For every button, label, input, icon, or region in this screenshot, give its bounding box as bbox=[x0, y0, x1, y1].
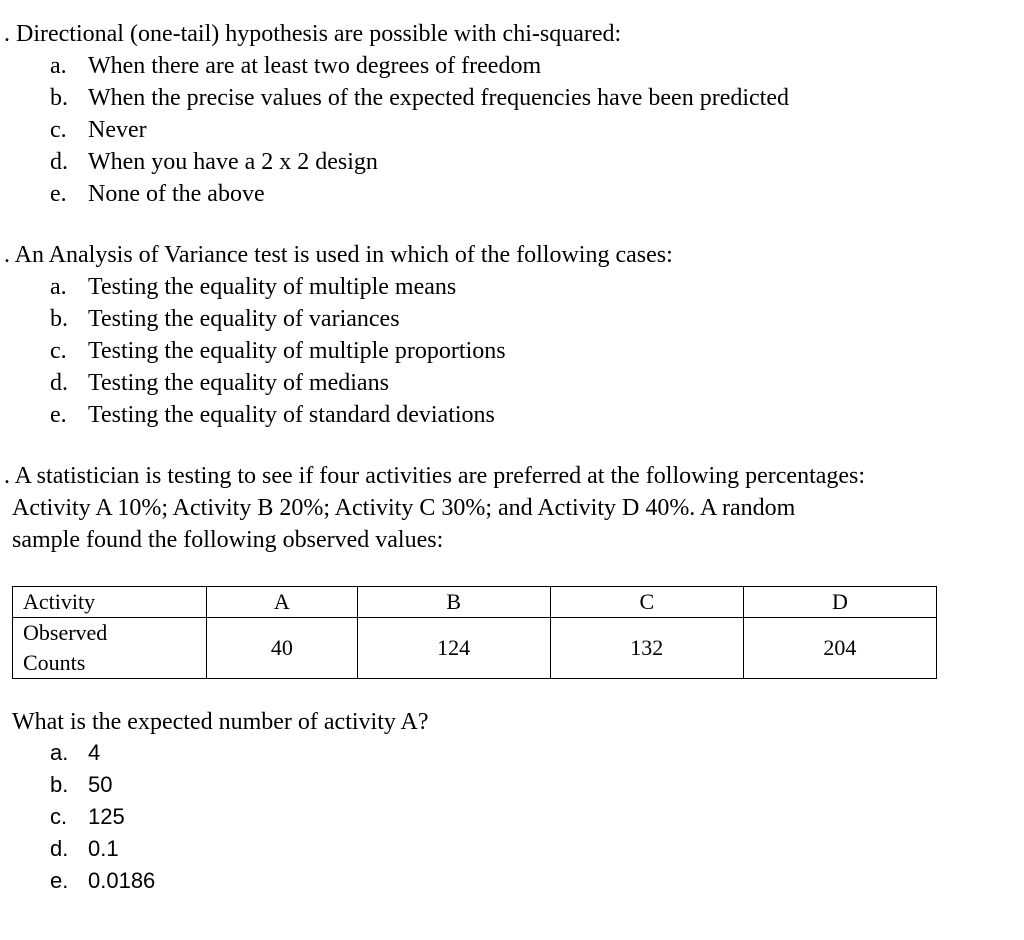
table-header-cell-a: A bbox=[207, 587, 358, 618]
question-1-option-e bbox=[50, 178, 265, 210]
question-3-option-c bbox=[50, 801, 125, 833]
option-text: Testing the equality of standard deviations bbox=[88, 402, 495, 428]
question-1-option-a bbox=[50, 50, 541, 82]
question-3-stem-line-3: sample found the following observed values: bbox=[12, 527, 444, 553]
question-2-option-a bbox=[50, 271, 456, 303]
option-letter: a. bbox=[50, 274, 67, 300]
option-text: 0.1 bbox=[88, 836, 119, 861]
option-text: Testing the equality of medians bbox=[88, 370, 389, 396]
option-letter: a. bbox=[50, 740, 69, 765]
question-2-option-d bbox=[50, 367, 389, 399]
option-letter: b. bbox=[50, 85, 68, 111]
question-3-option-e bbox=[50, 865, 155, 897]
table-cell-d: 204 bbox=[743, 618, 936, 679]
option-text: Never bbox=[88, 117, 147, 143]
option-letter: a. bbox=[50, 53, 67, 79]
table-cell-c: 132 bbox=[550, 618, 743, 679]
option-letter: c. bbox=[50, 117, 67, 143]
table-header-row bbox=[13, 587, 937, 618]
option-letter: d. bbox=[50, 836, 69, 861]
option-text: 0.0186 bbox=[88, 868, 156, 893]
observed-values-table bbox=[12, 586, 937, 679]
table-header-cell-b: B bbox=[357, 587, 550, 618]
question-2-option-b bbox=[50, 303, 400, 335]
question-1-stem: . Directional (one-tail) hypothesis are possible with chi-squared: bbox=[4, 21, 622, 47]
option-letter: b. bbox=[50, 306, 68, 332]
question-1-option-b bbox=[50, 82, 789, 114]
option-letter: d. bbox=[50, 370, 68, 396]
option-letter: d. bbox=[50, 149, 68, 175]
question-3-option-b bbox=[50, 769, 112, 801]
option-text: 125 bbox=[88, 804, 125, 829]
table-header-label: Activity bbox=[13, 587, 207, 618]
question-2-option-c bbox=[50, 335, 506, 367]
table-row bbox=[13, 618, 937, 679]
option-letter: b. bbox=[50, 772, 69, 797]
option-text: 50 bbox=[88, 772, 113, 797]
option-letter: c. bbox=[50, 804, 68, 829]
row-label-line-2: Counts bbox=[23, 650, 86, 675]
table-cell-b: 124 bbox=[357, 618, 550, 679]
table-row-label bbox=[13, 618, 207, 679]
table-header-cell-d: D bbox=[743, 587, 936, 618]
option-text: 4 bbox=[88, 740, 101, 765]
question-2-option-e bbox=[50, 399, 495, 431]
question-3-option-d bbox=[50, 833, 119, 865]
row-label-line-1: Observed bbox=[23, 620, 108, 645]
table-header-cell-c: C bbox=[550, 587, 743, 618]
option-text: When there are at least two degrees of freedom bbox=[88, 53, 542, 79]
option-text: Testing the equality of multiple means bbox=[88, 274, 457, 300]
option-text: Testing the equality of multiple proportions bbox=[88, 338, 506, 364]
option-letter: e. bbox=[50, 402, 67, 428]
option-letter: c. bbox=[50, 338, 67, 364]
option-text: When you have a 2 x 2 design bbox=[88, 149, 378, 175]
option-text: None of the above bbox=[88, 181, 265, 207]
option-text: When the precise values of the expected frequencies have been predicted bbox=[88, 85, 789, 111]
question-3-option-a bbox=[50, 737, 100, 769]
question-1-option-d bbox=[50, 146, 378, 178]
question-3-prompt: What is the expected number of activity A? bbox=[12, 709, 429, 735]
question-2-stem: . An Analysis of Variance test is used in which of the following cases: bbox=[4, 242, 673, 268]
question-3-stem-line-2: Activity A 10%; Activity B 20%; Activity C 30%; and Activity D 40%. A random bbox=[12, 495, 796, 521]
option-text: Testing the equality of variances bbox=[88, 306, 400, 332]
option-letter: e. bbox=[50, 868, 69, 893]
question-3-stem-line-1: . A statistician is testing to see if four activities are preferred at the following percentages: bbox=[4, 463, 866, 489]
option-letter: e. bbox=[50, 181, 67, 207]
table-cell-a: 40 bbox=[207, 618, 358, 679]
question-1-option-c bbox=[50, 114, 147, 146]
